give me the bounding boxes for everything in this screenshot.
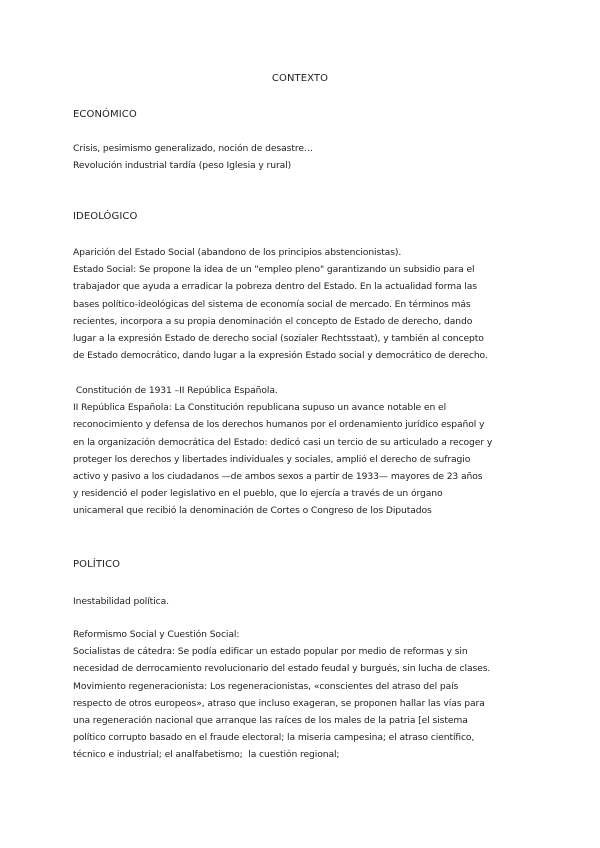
text-line: en la organización democrática del Estado: dedicó casi un tercio de su articulado a recoger y bbox=[73, 436, 493, 448]
text-line: trabajador que ayuda a erradicar la pobreza dentro del Estado. En la actualidad forma las bbox=[73, 281, 477, 293]
text-line: y residenció el poder legislativo en el pueblo, que lo ejercía a través de un órgano bbox=[73, 488, 443, 500]
text-line: una regeneración nacional que arranque las raíces de los males de la patria [el sistema bbox=[73, 715, 468, 727]
text-line: respecto de otros europeos», atraso que incluso exageran, se proponen hallar las vías para bbox=[73, 697, 485, 709]
section-politico-line bbox=[73, 593, 543, 610]
section-ideologico-heading bbox=[73, 210, 543, 224]
text-line: de Estado democrático, dando lugar a la expresión Estado social y democrático de derecho. bbox=[73, 350, 488, 362]
text-line: político corrupto basado en el fraude electoral; la miseria campesina; el atraso científico, bbox=[73, 732, 475, 744]
section-politico-paragraph bbox=[73, 626, 543, 764]
text-line: Inestabilidad política. bbox=[73, 596, 169, 607]
text-line: Constitución de 1931 –II República Española. bbox=[73, 385, 278, 396]
text-line: recientes, incorpora a su propia denominación el concepto de Estado de derecho, dando bbox=[73, 315, 473, 327]
text-line: Crisis, pesimismo generalizado, noción de desastre… bbox=[73, 143, 313, 154]
page-title: CONTEXTO bbox=[271, 73, 329, 84]
text-line: Movimiento regeneracionista: Los regeneracionistas, «conscientes del atraso del país bbox=[73, 680, 459, 692]
text-line: Socialistas de cátedra: Se podía edificar un estado popular por medio de reformas y sin bbox=[73, 646, 468, 658]
section-ideologico-paragraph-2 bbox=[73, 382, 543, 520]
text-line: Aparición del Estado Social (abandono de los principios abstencionistas). bbox=[73, 247, 402, 258]
section-heading: POLÍTICO bbox=[73, 559, 121, 570]
section-ideologico-paragraph-1 bbox=[73, 244, 543, 364]
text-line: técnico e industrial; el analfabetismo; la cuestión regional; bbox=[73, 749, 340, 761]
section-economico-heading bbox=[73, 108, 543, 122]
section-economico-body bbox=[73, 140, 543, 174]
text-line: Reformismo Social y Cuestión Social: bbox=[73, 629, 240, 640]
text-line: activo y pasivo a los ciudadanos —de ambos sexos a partir de 1933— mayores de 23 años bbox=[73, 471, 483, 483]
text-line: lugar a la expresión Estado de derecho social (sozialer Rechtsstaat), y también al concepto bbox=[73, 333, 484, 345]
text-line: proteger los derechos y libertades individuales y sociales, amplió el derecho de sufragio bbox=[73, 453, 471, 465]
text-line: necesidad de derrocamiento revolucionario del estado feudal y burgués, sin lucha de clases. bbox=[73, 663, 491, 675]
section-heading: IDEOLÓGICO bbox=[73, 211, 138, 222]
text-line: unicameral que recibió la denominación de Cortes o Congreso de los Diputados bbox=[73, 505, 432, 517]
section-heading: ECONÓMICO bbox=[73, 109, 137, 120]
section-politico-heading bbox=[73, 558, 543, 572]
text-line: II República Española: La Constitución republicana supuso un avance notable en el bbox=[73, 402, 447, 414]
text-line: Revolución industrial tardía (peso Iglesia y rural) bbox=[73, 160, 292, 172]
text-line: Estado Social: Se propone la idea de un "empleo pleno" garantizando un subsidio para el bbox=[73, 264, 475, 276]
text-line: reconocimiento y defensa de los derechos humanos por el ordenamiento jurídico español y bbox=[73, 419, 485, 431]
text-line: bases político-ideológicas del sistema de economía social de mercado. En términos más bbox=[73, 298, 471, 310]
